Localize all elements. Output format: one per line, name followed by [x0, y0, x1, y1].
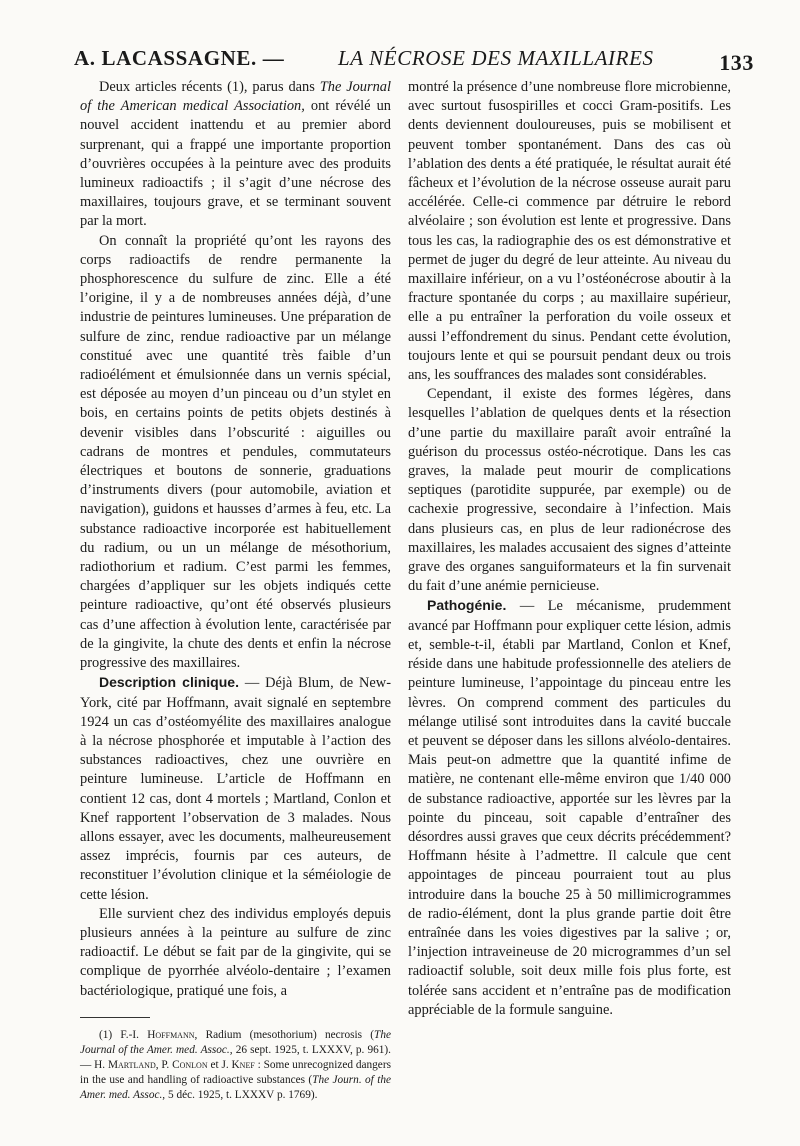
footnote-rule	[80, 1017, 150, 1018]
paragraph-description-clinique: Description clinique. — Déjà Blum, de New-York, cité par Hoffmann, avait signalé en septembre 1924 un cas d’ostéomyélite des maxillaires analogue à la nécrose phosphorée et imputable à l’action des substances radioactives, chez une ouvrière en peinture lumineuse. L’article de Hoffmann en contient 12 cas, dont 4 mortels ; Martland, Conlon et Knef rapportent l’observation de 3 malades. Nous allons essayer, avec les documents, malheureusement assez imprécis, fournis par ces auteurs, de reconstituer l’évolution clinique et la séméiologie de cette lésion.	[80, 674, 391, 903]
paragraph-forms: Cependant, il existe des formes légères, dans lesquelles l’ablation de quelques dents et la résection d’une partie du maxillaire paraît avoir entraîné la guérison du processus ostéo-nécrotique. Dans les cas graves, la malade peut mourir de complications septiques (parotidite suppurée, par exemple) ou de cachexie progressive, secondaire à l’infection. Mais dans plusieurs cas, en plus de leur radionécrose des maxillaires, les malades accusaient des signes d’atteinte grave des organes sanguiformateurs et la fin survenait du fait d’une anémie pernicieuse.	[408, 386, 731, 595]
running-header	[74, 42, 754, 76]
page-number: 133	[719, 50, 754, 75]
left-column	[80, 78, 391, 1103]
paragraph-intro: Deux articles récents (1), parus dans The Journal of the American medical Association, ont révélé un nouvel accident inattendu et au premier abord surprenant, qui a frappé une importante proportion d’ouvrières occupées à la peinture avec des produits lumineux radioactifs ; il s’agit d’une nécrose des maxillaires, toujours grave, et se terminant souvent par la mort.	[80, 79, 391, 230]
paragraph-continuation: montré la présence d’une nombreuse flore microbienne, avec surtout fusospirilles et cocci Gram-positifs. Les dents deviennent douloureuses, puis se mobilisent et peuvent tomber spontanément. Dans des cas où l’ablation des dents a été pratiquée, le résultat aurait été fâcheux et l’évolution de la nécrose osseuse aurait paru accélérée. Celle-ci commence par détruire le rebord alvéolaire ; son évolution est lente et progressive. Dans tous les cas, la radiographie des os est démonstrative et permet de juger du degré de leur atteinte. Au niveau du maxillaire inférieur, on a vu l’ostéonécrose aboutir à la fracture spontanée du corps ; au maxillaire supérieur, elle a pu entraîner la perforation du voile osseux et aussi l’effondrement du sinus. Pendant cette évolution, toujours lente et qui se poursuit pendant deux ou trois ans, les souffrances des malades sont considérables.	[408, 79, 731, 384]
section-heading-description: Description clinique.	[99, 674, 239, 691]
header-title: LA NÉCROSE DES MAXILLAIRES	[338, 46, 654, 70]
paragraph-phosphorescence: On connaît la propriété qu’ont les rayons des corps radioactifs de rendre permanente la phosphorescence du sulfure de zinc. Elle a été l’origine, il y a de nombreuses années déjà, d’une industrie de peintures lumineuses. Une préparation de sulfure de zinc, rendue radioactive par un mélange constitué avec une quantité très faible d’un radioélément et émulsionnée dans un vernis spécial, est déposée au moyen d’un pinceau ou d’un stylet en bois, en certains points de petits objets destinés à devenir visibles dans l’obscurité : aiguilles ou cadrans de montres et pendules, commutateurs électriques et boutons de sonnerie, graduations d’instruments divers (pour automobile, aviation et navigation), guidons et hausses d’armes à feu, etc. La substance radioactive incorporée est habituellement du radium, ou un un mélange de mésothorium, radiothorium et radium. C’est parmi les femmes, chargées d’appliquer sur les objets indiqués cette peinture radioactive, qu’ont été observés plusieurs cas d’une affection à évolution lente, caractérisée par de la gingivite, la chute des dents et enfin la nécrose progressive des maxillaires.	[80, 232, 391, 672]
footnote: (1) F.-I. Hoffmann, Radium (mesothorium) necrosis (The Journal of the Amer. med. Assoc., 26 sept. 1925, t. LXXXV, p. 961). — H. Martland, P. Conlon et J. Knef : Some unrecognized dangers in the use and handling of radioactive substances (The Journ. of the Amer. med. Assoc., 5 déc. 1925, t. LXXXV p. 1769).	[80, 1028, 392, 1101]
section-heading-pathogenie: Pathogénie.	[427, 597, 507, 614]
header-authors: A. LACASSAGNE. —	[74, 46, 285, 70]
journal-title: The Journal of the American medical Association,	[80, 79, 391, 115]
paragraph-pathogenie: Pathogénie. — Le mécanisme, prudemment avancé par Hoffmann pour expliquer cette lésion, admis et, semble-t-il, établi par Martland, Conlon et Knef, réside dans une habitude professionnelle des ateliers de peinture lumineuse, l’appointage du pinceau entre les lèvres. On comprend comment des particules du mélange utilisé sont introduites dans la cavité buccale et peuvent se déposer dans les sillons alvéolo-dentaires. Mais peut-on admettre que la quantité infime de matière, ne contenant elle-même environ que 1/40 000 de substance radioactive, apportée sur les lèvres par la pointe du pinceau, soit capable d’entraîner des désordres aussi graves que ceux décrits précédemment? Hoffmann hésite à l’admettre. Il calcule que cent appointages de pinceau pourraient tout au plus introduire dans la bouche 25 à 50 millimicrogrammes de radio-élément, dont la plus grande partie doit être entraînée dans les voies digestives par la salive ; or, l’injection intraveineuse de 20 microgrammes d’un sel radioactif soluble, soit deux mille fois plus forte, est tolérée sans accident et n’entraîne pas de modification appréciable de la formule sanguine.	[408, 597, 731, 1018]
right-column	[408, 78, 731, 1020]
paragraph-onset: Elle survient chez des individus employés depuis plusieurs années à la peinture au sulfure de zinc radioactif. Le début se fait par de la gingivite, qui se complique de pyorrhée alvéolo-dentaire ; l’examen bactériologique, pratiqué une fois, a	[80, 905, 391, 999]
